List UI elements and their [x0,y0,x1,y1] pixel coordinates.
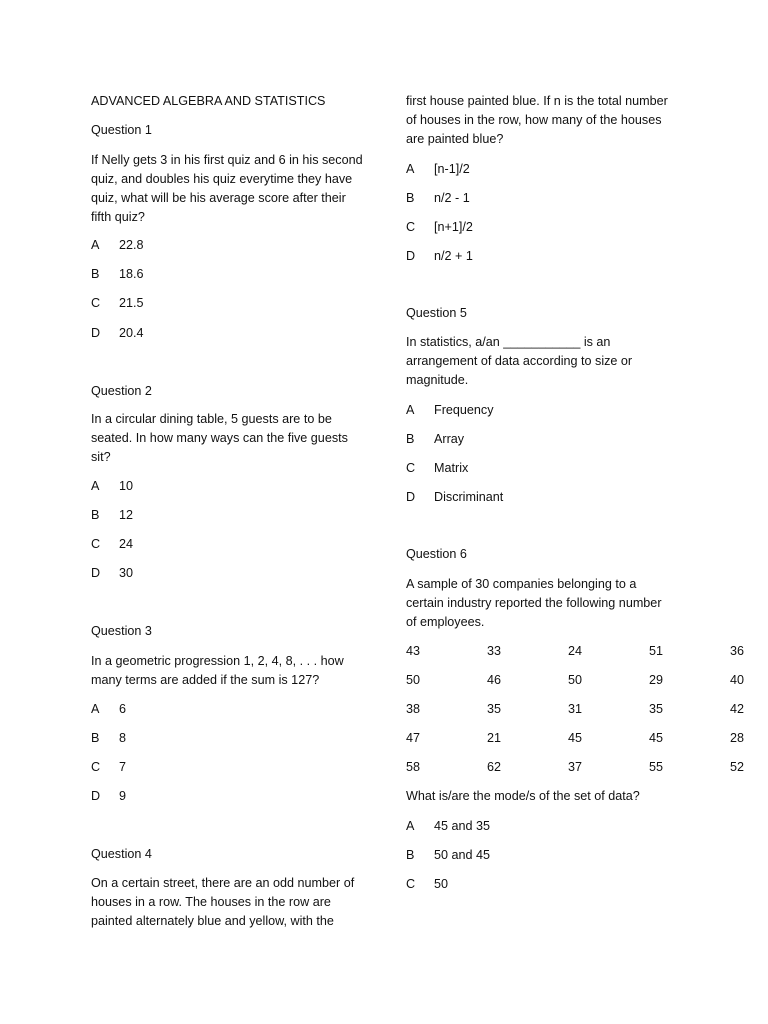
option-text: n/2 - 1 [434,191,470,205]
option-text: 24 [119,537,134,551]
question-5-stem-line-1: In statistics, a/an ___________ is an [406,335,611,349]
option-letter: C [406,461,416,475]
question-5-stem-line-2: arrangement of data according to size or [406,354,633,368]
table-cell: 50 [406,673,421,687]
option-text: 50 [434,877,449,891]
option-letter: B [406,432,415,446]
question-1-stem-line-1: If Nelly gets 3 in his first quiz and 6 in his second [91,153,363,167]
question-2-title: Question 2 [91,384,152,398]
question-1-stem-line-2: quiz, and doubles his quiz everytime they have [91,172,353,186]
table-cell: 43 [406,644,421,658]
question-1-stem-line-3: quiz, what will be his average score after their [91,191,346,205]
option-text: 45 and 35 [434,819,491,833]
option-text: Matrix [434,461,469,475]
table-cell: 38 [406,702,421,716]
option-letter: B [91,731,100,745]
question-4-stem-line-3: painted alternately blue and yellow, with the [91,914,334,928]
question-4-stem-line-4: first house painted blue. If n is the total number [406,94,668,108]
question-6-title: Question 6 [406,547,467,561]
option-text: Array [434,432,465,446]
option-letter: A [406,162,415,176]
question-1-title: Question 1 [91,123,152,137]
option-letter: D [406,249,416,263]
question-3-stem-line-1: In a geometric progression 1, 2, 4, 8, . . . how [91,654,344,668]
option-text: 10 [119,479,134,493]
option-text: n/2 + 1 [434,249,473,263]
table-cell: 40 [730,673,745,687]
table-cell: 47 [406,731,421,745]
question-2-stem-line-1: In a circular dining table, 5 guests are to be [91,412,332,426]
option-letter: D [91,326,101,340]
table-cell: 36 [730,644,745,658]
option-text: 21.5 [119,296,144,310]
table-cell: 55 [649,760,664,774]
question-6-stem-line-2: certain industry reported the following number [406,596,662,610]
question-3-title: Question 3 [91,624,152,638]
option-letter: B [91,508,100,522]
table-cell: 52 [730,760,745,774]
option-letter: C [406,220,416,234]
table-cell: 21 [487,731,502,745]
table-cell: 29 [649,673,664,687]
question-5-title: Question 5 [406,306,467,320]
option-letter: D [91,566,101,580]
question-2-stem-line-2: seated. In how many ways can the five guests [91,431,348,445]
option-text: 12 [119,508,134,522]
option-letter: B [406,848,415,862]
option-letter: A [406,819,415,833]
option-letter: C [91,537,101,551]
table-cell: 46 [487,673,502,687]
option-text: 9 [119,789,127,803]
table-cell: 35 [649,702,664,716]
option-text: 30 [119,566,134,580]
option-text: 22.8 [119,238,144,252]
option-text: 7 [119,760,127,774]
question-6-followup: What is/are the mode/s of the set of data? [406,789,640,803]
question-2-stem-line-3: sit? [91,450,111,464]
option-text: [n-1]/2 [434,162,470,176]
question-4-stem-line-5: of houses in the row, how many of the houses [406,113,662,127]
option-text: Discriminant [434,490,504,504]
option-text: 20.4 [119,326,144,340]
option-letter: B [91,267,100,281]
document-title: ADVANCED ALGEBRA AND STATISTICS [91,94,326,108]
table-cell: 45 [568,731,583,745]
table-cell: 24 [568,644,583,658]
question-4-title: Question 4 [91,847,152,861]
option-text: 50 and 45 [434,848,491,862]
table-cell: 33 [487,644,502,658]
question-5-stem-line-3: magnitude. [406,373,469,387]
option-letter: D [406,490,416,504]
table-cell: 31 [568,702,583,716]
option-letter: A [91,702,100,716]
option-text: 8 [119,731,127,745]
option-letter: C [91,296,101,310]
option-text: 18.6 [119,267,144,281]
question-4-stem-line-1: On a certain street, there are an odd number of [91,876,355,890]
question-6-stem-line-3: of employees. [406,615,485,629]
question-1-stem-line-4: fifth quiz? [91,210,145,224]
option-letter: B [406,191,415,205]
option-letter: C [91,760,101,774]
question-4-stem-line-2: houses in a row. The houses in the row are [91,895,331,909]
option-letter: A [91,479,100,493]
table-cell: 35 [487,702,502,716]
table-cell: 28 [730,731,745,745]
question-4-stem-line-6: are painted blue? [406,132,504,146]
option-letter: A [91,238,100,252]
option-text: 6 [119,702,127,716]
table-cell: 62 [487,760,502,774]
option-text: [n+1]/2 [434,220,473,234]
table-cell: 37 [568,760,583,774]
table-cell: 42 [730,702,745,716]
table-cell: 45 [649,731,664,745]
table-cell: 58 [406,760,421,774]
option-letter: A [406,403,415,417]
option-letter: C [406,877,416,891]
table-cell: 50 [568,673,583,687]
question-6-stem-line-1: A sample of 30 companies belonging to a [406,577,637,591]
question-3-stem-line-2: many terms are added if the sum is 127? [91,673,320,687]
table-cell: 51 [649,644,664,658]
option-letter: D [91,789,101,803]
option-text: Frequency [434,403,494,417]
